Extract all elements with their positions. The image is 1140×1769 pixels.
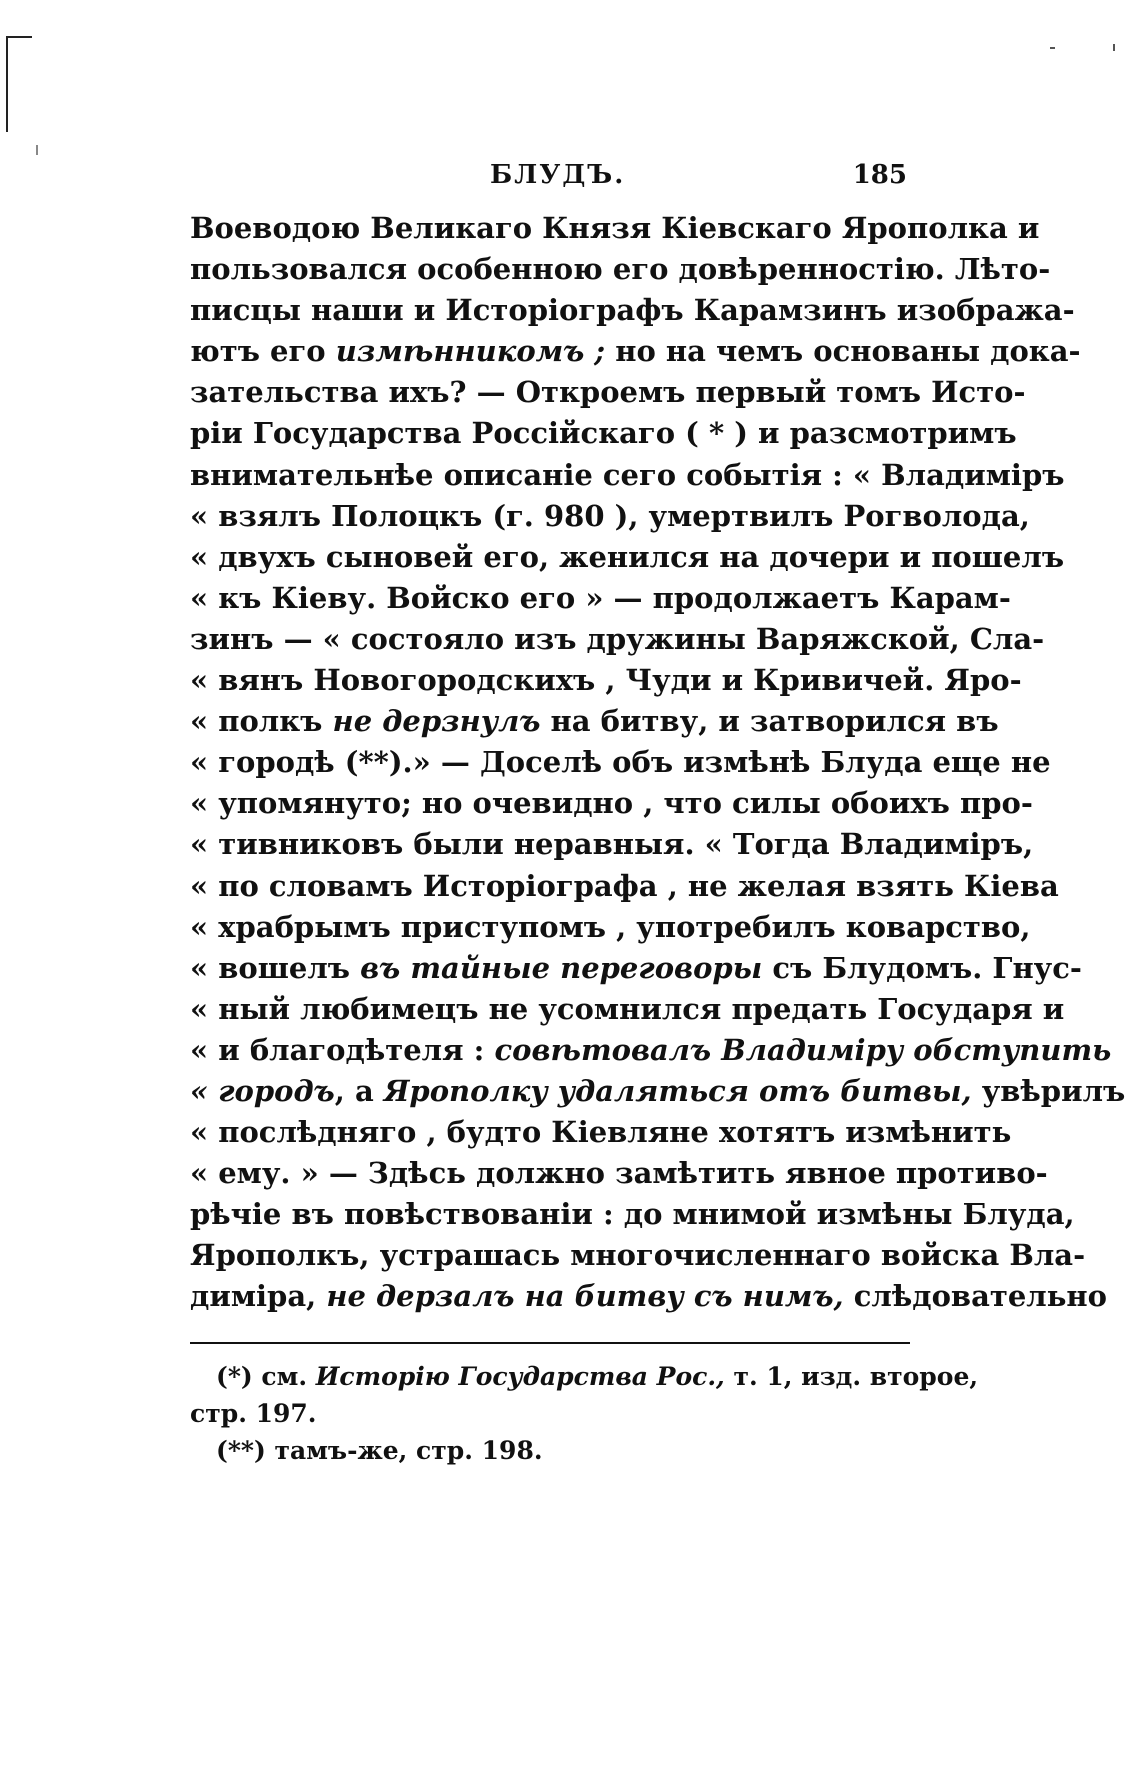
text-run: на битву, и затворился въ xyxy=(550,704,999,739)
footnote-marker: (*) см. xyxy=(216,1361,308,1391)
crop-mark-vertical xyxy=(6,36,8,132)
text-line: « упомянуто; но очевидно , что силы обоихъ про- xyxy=(190,786,1033,821)
text-run: « полкъ xyxy=(190,704,323,739)
italic-run: Ярополку удаляться отъ битвы, xyxy=(383,1073,972,1108)
italic-run: не дерзнулъ xyxy=(332,704,541,739)
footnote-text: тамъ-же, стр. 198. xyxy=(274,1435,543,1465)
text-line: « тивниковъ были неравныя. « Тогда Владиміръ, xyxy=(190,827,1034,862)
italic-run: не дерзалъ на битву съ нимъ, xyxy=(326,1279,844,1314)
footnote-text: т. 1, изд. второе, xyxy=(733,1361,979,1391)
text-line: внимательнѣе описаніе сего событія : « Владиміръ xyxy=(190,457,1065,492)
scan-speck xyxy=(1050,47,1055,49)
text-line: « ему. » — Здѣсь должно замѣтить явное противо- xyxy=(190,1156,1048,1191)
text-line: « вянъ Новогородскихъ , Чуди и Кривичей. Яро- xyxy=(190,663,1022,698)
text-line: писцы наши и Исторіографъ Карамзинъ изобража- xyxy=(190,293,1075,328)
scan-speck xyxy=(1113,44,1115,51)
text-run: , а xyxy=(334,1073,374,1108)
footnotes xyxy=(190,1358,979,1469)
text-line: Ярополкъ, устрашась многочисленнаго войска Вла- xyxy=(190,1238,1086,1273)
text-line: « ный любимецъ не усомнился предать Государя и xyxy=(190,991,1065,1026)
running-head-title: БЛУДЪ. xyxy=(490,160,626,190)
text-line: Воеводою Великаго Князя Кіевскаго Ярополка и xyxy=(190,211,1040,245)
footnote-1-continuation: стр. 197. xyxy=(190,1398,317,1428)
italic-run: « городъ xyxy=(190,1073,335,1108)
text-line xyxy=(190,701,999,742)
text-line: « взялъ Полоцкъ (г. 980 ), умертвилъ Рогволода, xyxy=(190,498,1030,533)
text-run: диміра, xyxy=(190,1279,317,1314)
text-run: увѣрилъ xyxy=(981,1073,1126,1108)
text-run: « вошелъ xyxy=(190,950,351,985)
crop-mark-horizontal xyxy=(6,36,32,38)
footnote-rule xyxy=(190,1342,910,1344)
text-run: ютъ его xyxy=(190,334,326,369)
footnote-1 xyxy=(190,1358,979,1395)
running-head xyxy=(190,160,915,200)
text-line xyxy=(190,331,1081,372)
text-line: « храбрымъ приступомъ , употребилъ коварство, xyxy=(190,909,1031,944)
text-run: но на чемъ основаны дока- xyxy=(615,334,1081,369)
footnote-2 xyxy=(190,1432,915,1469)
text-line: пользовался особенною его довѣренностію. Лѣто- xyxy=(190,252,1051,287)
text-line: « послѣдняго , будто Кіевляне хотятъ измѣнить xyxy=(190,1115,1012,1150)
body-text xyxy=(190,208,1126,1318)
text-run: « и благодѣтеля : xyxy=(190,1032,485,1067)
text-line xyxy=(190,1071,1126,1112)
text-line: « городѣ (**).» — Доселѣ объ измѣнѣ Блуда еще не xyxy=(190,745,1051,780)
book-page xyxy=(190,160,1126,1469)
italic-run: измѣнникомъ ; xyxy=(335,334,606,369)
italic-run: совѣтовалъ Владиміру обступить xyxy=(494,1032,1112,1067)
text-line: « по словамъ Исторіографа , не желая взять Кіева xyxy=(190,868,1059,903)
text-line: « двухъ сыновей его, женился на дочери и пошелъ xyxy=(190,539,1065,574)
italic-run: въ тайные переговоры xyxy=(360,950,763,985)
text-line: зинъ — « состояло изъ дружины Варяжской, Сла- xyxy=(190,621,1045,656)
text-line xyxy=(190,1030,1112,1071)
footnote-italic: Исторію Государства Рос., xyxy=(315,1361,725,1391)
scan-speck xyxy=(36,145,38,155)
footnote-marker: (**) xyxy=(216,1435,266,1465)
text-line: « къ Кіеву. Войско его » — продолжаетъ Карам- xyxy=(190,580,1011,615)
page-number: 185 xyxy=(852,160,907,190)
text-line xyxy=(190,948,1082,989)
text-run: слѣдовательно xyxy=(853,1279,1107,1314)
text-line: ріи Государства Россійскаго ( * ) и разсмотримъ xyxy=(190,416,1017,451)
text-line: рѣчіе въ повѣствованіи : до мнимой измѣны Блуда, xyxy=(190,1197,1075,1232)
text-line: зательства ихъ? — Откроемъ первый томъ Исто- xyxy=(190,375,1026,410)
text-line xyxy=(190,1276,1107,1317)
text-run: съ Блудомъ. Гнус- xyxy=(772,950,1082,985)
